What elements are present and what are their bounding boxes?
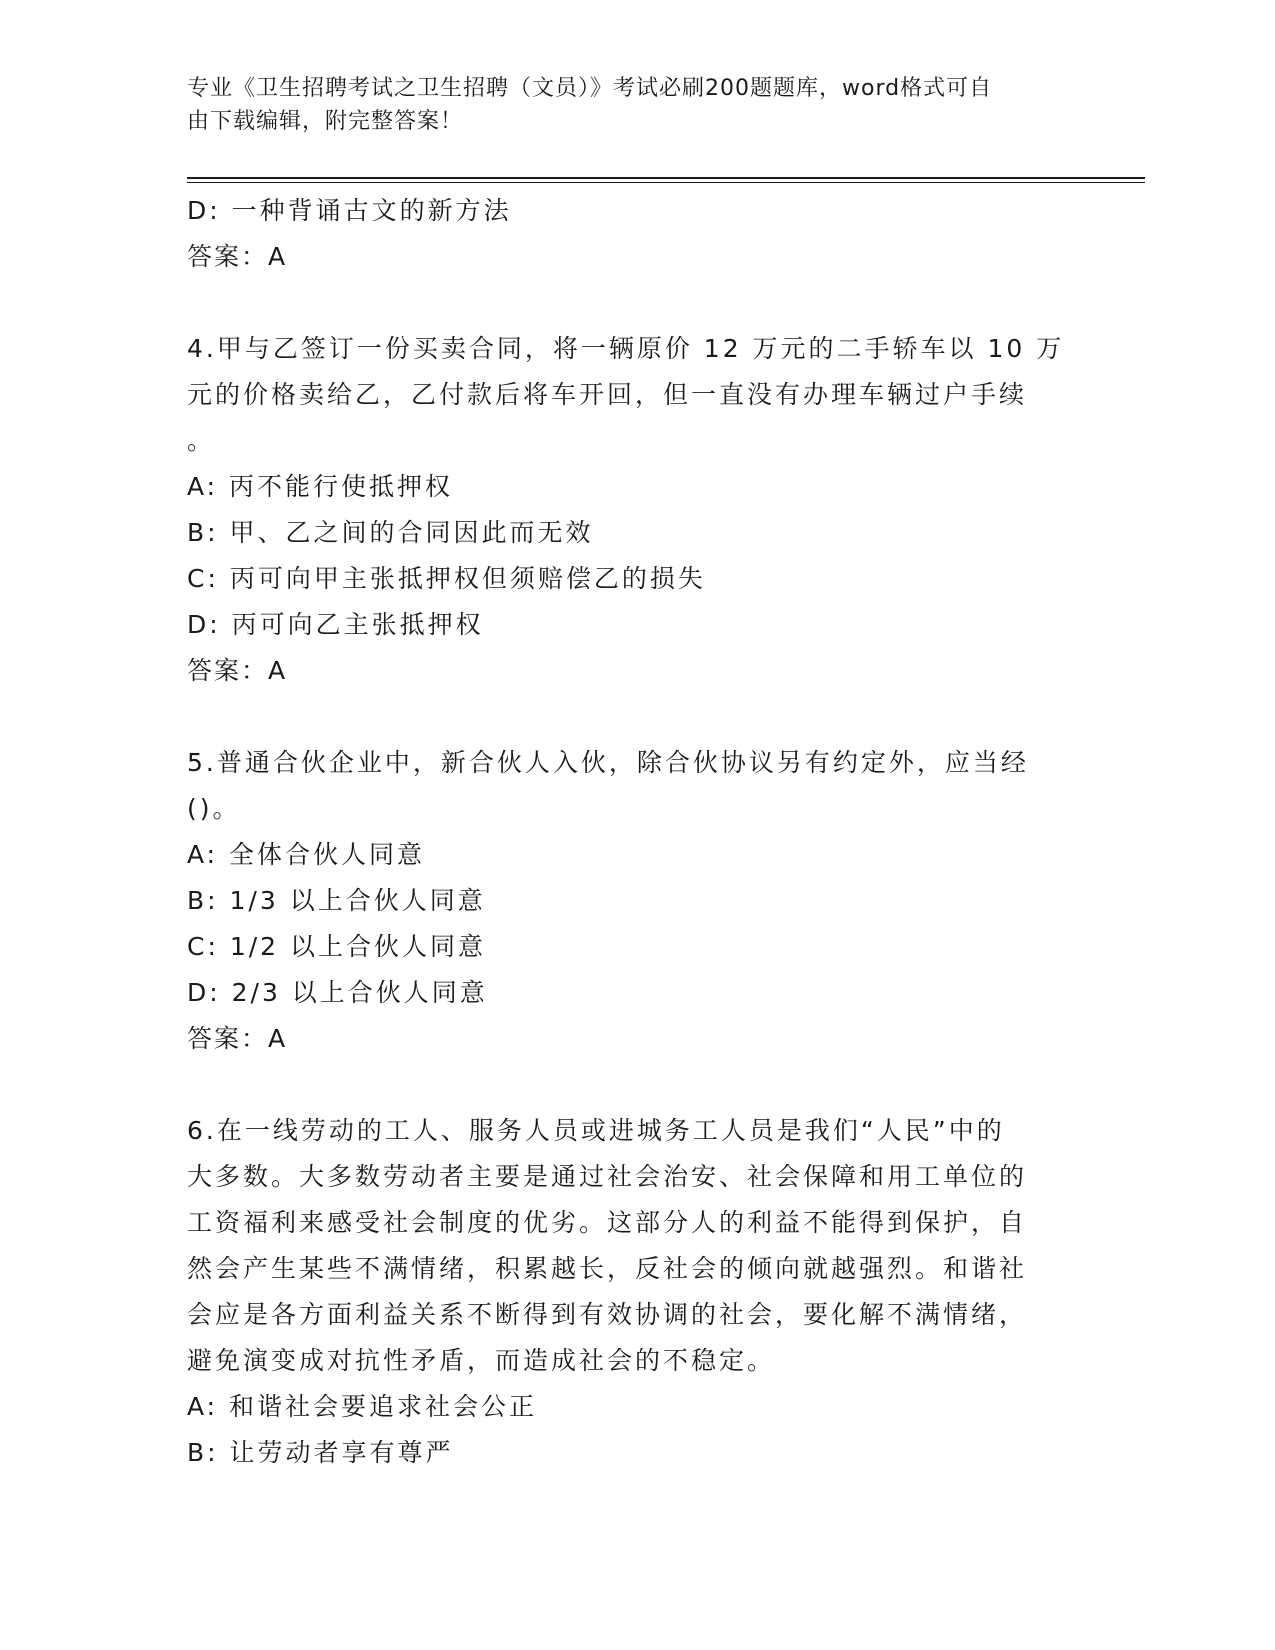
- option-d: D: 一种背诵古文的新方法: [187, 196, 512, 225]
- question-stem-line: 大多数。大多数劳动者主要是通过社会治安、社会保障和用工单位的: [187, 1162, 1028, 1191]
- spacer: [187, 694, 1067, 740]
- document-body: [187, 188, 1067, 1476]
- option-b: B: 1/3 以上合伙人同意: [187, 886, 486, 915]
- question-4: [187, 326, 1067, 694]
- question-6: [187, 1108, 1067, 1476]
- question-stem-line: 。: [187, 426, 216, 455]
- question-stem-line: 元的价格卖给乙，乙付款后将车开回，但一直没有办理车辆过户手续: [187, 380, 1028, 409]
- question-stem-line: 会应是各方面利益关系不断得到有效协调的社会，要化解不满情绪，: [187, 1300, 1028, 1329]
- option-a: A: 全体合伙人同意: [187, 840, 426, 869]
- header-line-2: 由下载编辑，附完整答案！: [187, 109, 464, 134]
- question-stem-line: 工资福利来感受社会制度的优劣。这部分人的利益不能得到保护，自: [187, 1208, 1028, 1237]
- spacer: [187, 280, 1067, 326]
- question-stem-line: 然会产生某些不满情绪，积累越长，反社会的倾向就越强烈。和谐社: [187, 1254, 1028, 1283]
- option-d: D: 2/3 以上合伙人同意: [187, 978, 488, 1007]
- header-rule-thick: [187, 177, 1145, 179]
- option-b: B: 甲、乙之间的合同因此而无效: [187, 518, 594, 547]
- question-stem-line: ()。: [187, 794, 241, 823]
- option-d: D: 丙可向乙主张抵押权: [187, 610, 484, 639]
- header-rule-thin: [187, 182, 1145, 183]
- answer-line: 答案：A: [187, 1024, 288, 1053]
- question-stem-line: 避免演变成对抗性矛盾，而造成社会的不稳定。: [187, 1346, 776, 1375]
- header-line-1: 专业《卫生招聘考试之卫生招聘（文员）》考试必刷200题题库，word格式可自: [187, 76, 993, 101]
- question-stem-line: 6.在一线劳动的工人、服务人员或进城务工人员是我们“人民”中的: [187, 1116, 1005, 1145]
- spacer: [187, 1062, 1067, 1108]
- answer-line: 答案：A: [187, 242, 288, 271]
- question-stem-line: 4.甲与乙签订一份买卖合同，将一辆原价 12 万元的二手轿车以 10 万: [187, 334, 1065, 363]
- question-5: [187, 740, 1067, 1062]
- option-a: A: 丙不能行使抵押权: [187, 472, 454, 501]
- option-a: A: 和谐社会要追求社会公正: [187, 1392, 538, 1421]
- document-header: [187, 72, 1067, 138]
- question-3-tail: [187, 188, 1067, 280]
- question-stem-line: 5.普通合伙企业中，新合伙人入伙，除合伙协议另有约定外，应当经: [187, 748, 1029, 777]
- option-c: C: 1/2 以上合伙人同意: [187, 932, 487, 961]
- option-b: B: 让劳动者享有尊严: [187, 1438, 454, 1467]
- answer-line: 答案：A: [187, 656, 288, 685]
- option-c: C: 丙可向甲主张抵押权但须赔偿乙的损失: [187, 564, 706, 593]
